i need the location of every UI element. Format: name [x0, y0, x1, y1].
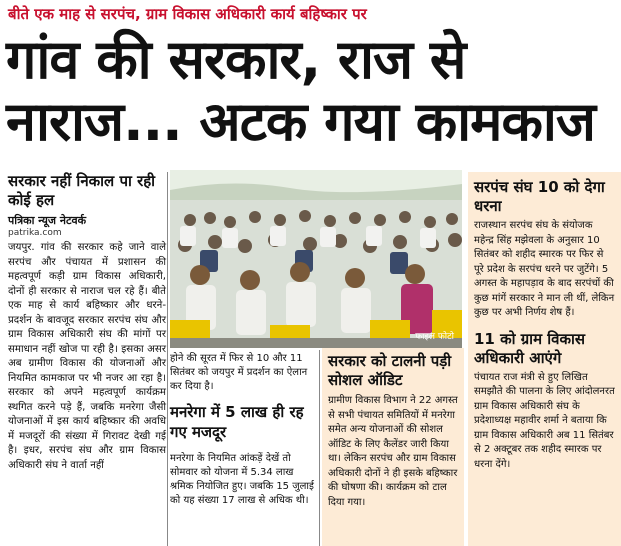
headline-line-2: नाराज... अटक गया कामकाज [6, 90, 595, 153]
left-subhead: सरकार नहीं निकाल पा रही कोई हल [8, 172, 156, 209]
audit-body: ग्रामीण विकास विभाग ने 22 अगस्त से सभी पंचायत समितियों में मनरेगा समेत अन्य योजनाओं की सोशल ऑडिट के लिए कैलेंडर जारी किया था। लेकिन सरपंच और ग्राम विकास अधिकारी दोनों ने ही इसके बहिष्कार की घोषणा की। कार्यक्रम को टाल दिया गया। [328, 395, 458, 508]
crowd-photo [170, 170, 462, 348]
crowd-photo-illustration [170, 170, 462, 348]
side-body-2: पंचायत राज मंत्री से हुए लिखित समझौते की पालना के लिए आंदोलनरत ग्राम विकास अधिकारी संघ के प्रदेशाध्यक्ष महावीर शर्मा ने बताया कि ग्राम विकास अधिकारी अब 11 सितंबर से 2 अक्टूबर तक शहीद स्मारक पर धरना देंगे। [474, 371, 615, 470]
mid-subhead: मनरेगा में 5 लाख ही रह गए मजदूर [170, 403, 304, 441]
divider [167, 172, 168, 546]
byline: पत्रिका न्यूज नेटवर्क [8, 214, 87, 227]
left-article [8, 172, 166, 473]
left-body: जयपुर. गांव की सरकार कहे जाने वाले सरपंच और पंचायत में प्रशासन की महत्वपूर्ण कड़ी ग्राम विकास अधिकारी, दोनों ही सरकार से नाराज चल रहे हैं। बीते एक माह से कार्य बहिष्कार और धरने-प्रदर्शन के बावजूद सरकार सरपंच संघ और ग्राम विकास अधिकारी संघ की मांगों पर समाधान नहीं खोज पा रही है। इसका असर अब ग्रामीण विकास की योजनाओं और नियमित कामकाज पर भी नजर आ रहा है। सरकार को अपने महत्वपूर्ण कार्यक्रम स्थगित करने पड़े हैं, जबकि मनरेगा जैसी योजनाओं में इस कार्य बहिष्कार की अवधि में मजदूरों की संख्या में गिरावट देखी गई है। इधर, सरपंच संघ और ग्राम विकास अधिकारी संघ ने वार्ता नहीं [8, 242, 166, 471]
mid-body: मनरेगा के नियमित आंकड़ें देखें तो सोमवार को योजना में 5.34 लाख श्रमिक नियोजित हुए। जबकि 15 जुलाई को यह संख्या 17 लाख से अधिक थी। [170, 453, 314, 506]
audit-subhead: सरकार को टालनी पड़ी सोशल ऑडिट [328, 352, 452, 389]
photo-caption: फाइल फोटो [415, 332, 454, 342]
side-subhead-1: सरपंच संघ 10 को देगा धरना [474, 178, 605, 215]
side-article [468, 172, 621, 546]
side-body-1: राजस्थान सरपंच संघ के संयोजक महेन्द्र सिंह मझेवला के अनुसार 10 सितंबर को शहीद स्मारक पर फिर से पूरे प्रदेश के सरपंच धरने पर जुटेंगे। 5 अगस्त के महापड़ाव के बाद सरपंचों की कुछ मांगें सरकार ने मान ली थीं, लेकिन कुछ पर अभी निर्णय शेष हैं। [474, 220, 615, 318]
kicker: बीते एक माह से सरपंच, ग्राम विकास अधिकारी कार्य बहिष्कार पर [8, 5, 367, 23]
divider [319, 350, 320, 546]
headline-line-1: गांव की सरकार, राज से [6, 28, 466, 91]
audit-article [322, 348, 464, 546]
side-subhead-2: 11 को ग्राम विकास अधिकारी आएंगे [474, 329, 586, 367]
site-link[interactable]: patrika.com [8, 228, 62, 238]
mid-continuation: होने की सूरत में फिर से 10 और 11 सितंबर को जयपुर में प्रदर्शन का ऐलान कर दिया है। [170, 353, 308, 392]
